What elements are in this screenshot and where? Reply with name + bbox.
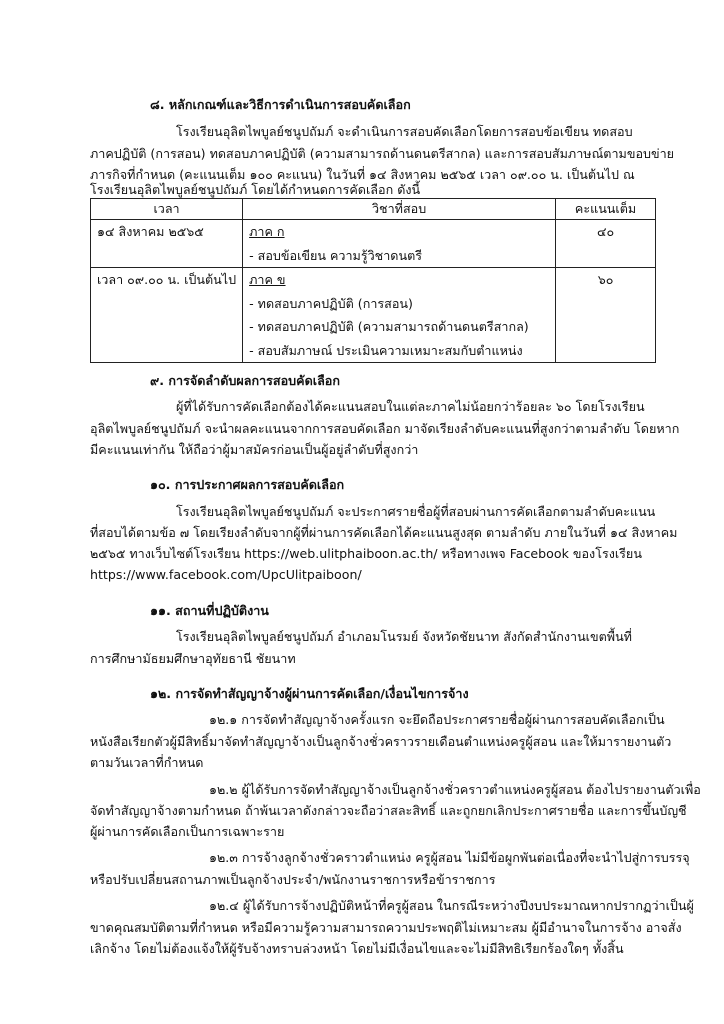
paragraph-line: ๑๒.๔ ผู้ได้รับการจ้างปฏิบัติหน้าที่ครูผู้สอน ในกรณีระหว่างปีงบประมาณหากปรากฏว่าเป็นผู้ — [209, 898, 694, 913]
paragraph-line: โรงเรียนอุลิตไพบูลย์ชนูปถัมภ์ โดยได้กำหนดการคัดเลือก ดังนี้ — [90, 182, 421, 197]
paragraph-line: ขาดคุณสมบัติตามที่กำหนด หรือมีความรู้ความสามารถความประพฤติไม่เหมาะสม ผู้มีอำนาจในการจ้าง อาจสั่ง — [90, 920, 682, 935]
part-b-title: ภาค ข — [249, 272, 286, 287]
paragraph-line: โรงเรียนอุลิตไพบูลย์ชนูปถัมภ์ จะประกาศรายชื่อผู้ที่สอบผ่านการคัดเลือกตามลำดับคะแนน — [176, 504, 656, 519]
paragraph-line: ๑๒.๒ ผู้ได้รับการจัดทำสัญญาจ้างเป็นลูกจ้างชั่วคราวตำแหน่งครูผู้สอน ต้องไปรายงานตัวเพื่อ — [209, 782, 701, 797]
header-time: เวลา — [91, 199, 243, 220]
paragraph-line: ตามวันเวลาที่กำหนด — [90, 755, 204, 770]
exam-schedule-table — [90, 198, 656, 363]
section11-heading: ๑๑. สถานที่ปฏิบัติงาน — [150, 603, 269, 618]
part-a-item: - สอบข้อเขียน ความรู้วิชาดนตรี — [249, 247, 423, 263]
paragraph-line: หนังสือเรียกตัวผู้มีสิทธิ์มาจัดทำสัญญาจ้างเป็นลูกจ้างชั่วคราวรายเดือนตำแหน่งครูผู้สอน และให้มารายงานตัว — [90, 734, 672, 749]
paragraph-line: อุลิตไพบูลย์ชนูปถัมภ์ จะนำผลคะแนนจากการสอบคัดเลือก มาจัดเรียงลำดับคะแนนที่สูงกว่าตามลำดับ โดยหาก — [90, 421, 680, 436]
part-b-item: - ทดสอบภาคปฏิบัติ (การสอน) — [249, 295, 413, 311]
part-a-cell — [243, 220, 556, 268]
header-score: คะแนนเต็ม — [556, 199, 656, 220]
part-b-item: - สอบสัมภาษณ์ ประเมินความเหมาะสมกับตำแหน่ง — [249, 342, 523, 358]
section10-heading: ๑๐. การประกาศผลการสอบคัดเลือก — [150, 477, 345, 492]
part-a-score: ๔๐ — [596, 224, 615, 239]
table-header-row — [91, 199, 656, 220]
paragraph-line: ที่สอบได้ตามข้อ ๗ โดยเรียงลำดับจากผู้ที่ผ่านการคัดเลือกได้คะแนนสูงสุด ตามลำดับ ภายในวันที่ ๑๔ สิงหาคม — [90, 525, 678, 540]
paragraph-line: ๑๒.๑ การจัดทำสัญญาจ้างครั้งแรก จะยึดถือประกาศรายชื่อผู้ผ่านการสอบคัดเลือกเป็น — [209, 712, 665, 727]
paragraph-line: มีคะแนนเท่ากัน ให้ถือว่าผู้มาสมัครก่อนเป็นผู้อยู่ลำดับที่สูงกว่า — [90, 442, 419, 457]
paragraph-line: โรงเรียนอุลิตไพบูลย์ชนูปถัมภ์ จะดำเนินการสอบคัดเลือกโดยการสอบข้อเขียน ทดสอบ — [176, 124, 633, 139]
table-row — [91, 268, 656, 363]
part-a-title: ภาค ก — [249, 224, 285, 239]
time-cell — [91, 268, 243, 363]
section9-heading: ๙. การจัดลำดับผลการสอบคัดเลือก — [150, 373, 340, 388]
part-a-score-cell — [556, 220, 656, 268]
paragraph-line: ผู้ผ่านการคัดเลือกเป็นการเฉพาะราย — [90, 824, 285, 839]
section8-heading: ๘. หลักเกณฑ์และวิธีการดำเนินการสอบคัดเลือก — [150, 97, 411, 112]
part-b-score-cell — [556, 268, 656, 363]
paragraph-line: โรงเรียนอุลิตไพบูลย์ชนูปถัมภ์ อำเภอมโนรมย์ จังหวัดชัยนาท สังกัดสำนักงานเขตพื้นที่ — [176, 629, 632, 644]
part-b-score: ๖๐ — [597, 272, 614, 287]
paragraph-line: เลิกจ้าง โดยไม่ต้องแจ้งให้ผู้รับจ้างทราบล่วงหน้า โดยไม่มีเงื่อนไขและจะไม่มีสิทธิเรียกร้องใดๆ ทั้งสิ้น — [90, 941, 624, 956]
exam-date: ๑๔ สิงหาคม ๒๕๖๕ — [97, 224, 204, 239]
table-row — [91, 220, 656, 268]
paragraph-line: ภาคปฏิบัติ (การสอน) ทดสอบภาคปฏิบัติ (ความสามารถด้านดนตรีสากล) และการสอบสัมภาษณ์ตามขอบข่าย — [90, 146, 675, 161]
paragraph-line: หรือปรับเปลี่ยนสถานภาพเป็นลูกจ้างประจำ/พนักงานราชการหรือข้าราชการ — [90, 872, 496, 887]
paragraph-line: ภารกิจที่กำหนด (คะแนนเต็ม ๑๐๐ คะแนน) ในวันที่ ๑๔ สิงหาคม ๒๕๖๕ เวลา ๐๙.๐๐ น. เป็นต้นไป ณ — [90, 167, 635, 182]
exam-time: เวลา ๐๙.๐๐ น. เป็นต้นไป — [97, 272, 237, 287]
paragraph-line: ๒๕๖๕ ทางเว็บไซต์โรงเรียน https://web.ulitphaiboon.ac.th/ หรือทางเพจ Facebook ของโรงเรียน — [90, 546, 642, 561]
paragraph-line: จัดทำสัญญาจ้างตามกำหนด ถ้าพ้นเวลาดังกล่าวจะถือว่าสละสิทธิ์ และถูกยกเลิกประกาศรายชื่อ และการขึ้นบัญชี — [90, 803, 687, 818]
part-b-cell — [243, 268, 556, 363]
paragraph-line: ผู้ที่ได้รับการคัดเลือกต้องได้คะแนนสอบในแต่ละภาคไม่น้อยกว่าร้อยละ ๖๐ โดยโรงเรียน — [176, 399, 645, 414]
part-b-item: - ทดสอบภาคปฏิบัติ (ความสามารถด้านดนตรีสากล) — [249, 319, 529, 334]
header-subject: วิชาที่สอบ — [243, 199, 556, 220]
section12-heading: ๑๒. การจัดทำสัญญาจ้างผู้ผ่านการคัดเลือก/เงื่อนไขการจ้าง — [150, 686, 469, 701]
date-cell — [91, 220, 243, 268]
paragraph-line: ๑๒.๓ การจ้างลูกจ้างชั่วคราวตำแหน่ง ครูผู้สอน ไม่มีข้อผูกพันต่อเนื่องที่จะนำไปสู่การบรรจุ — [209, 850, 690, 865]
facebook-link[interactable]: https://www.facebook.com/UpcUlitpaiboon/ — [90, 567, 362, 582]
paragraph-line: การศึกษามัธยมศึกษาอุทัยธานี ชัยนาท — [90, 651, 296, 666]
